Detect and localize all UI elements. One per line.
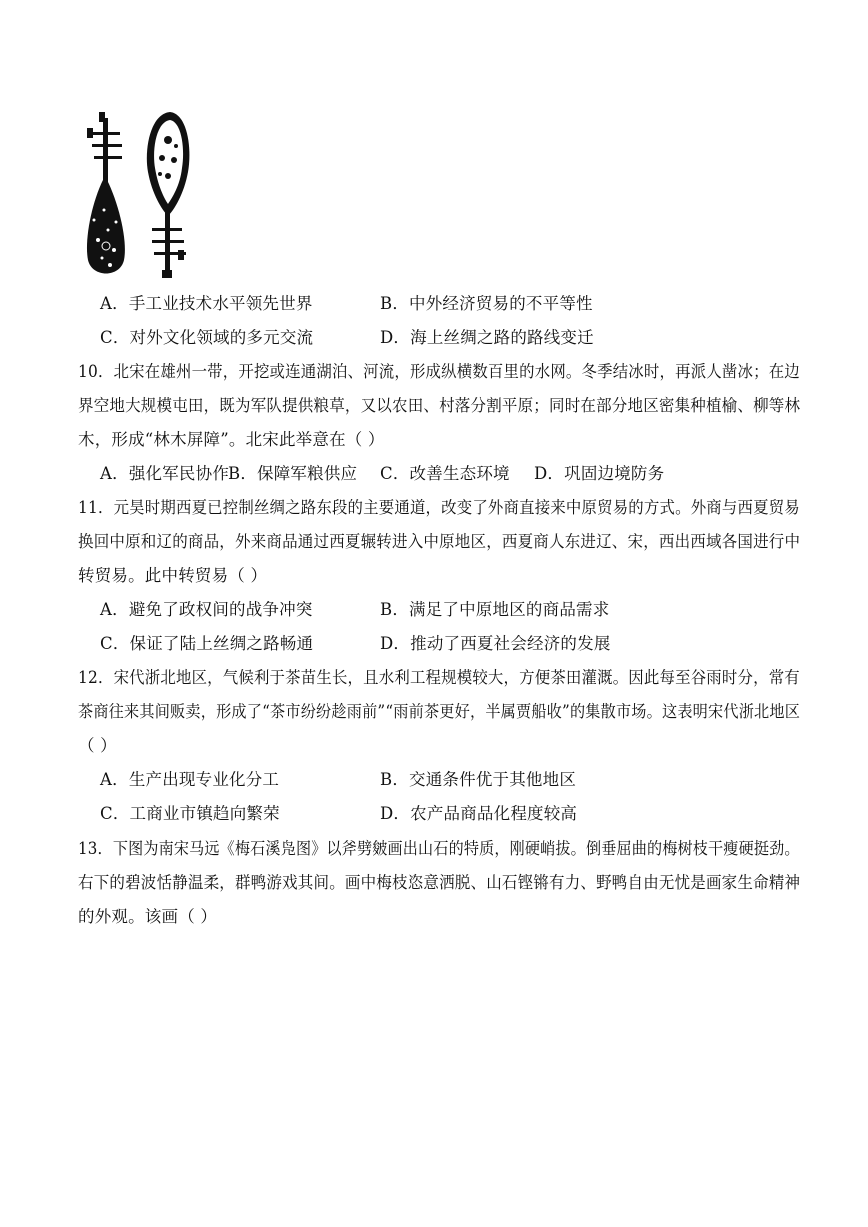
q9-option-c: C．对外文化领域的多元交流 <box>100 328 314 347</box>
q11-option-c: C．保证了陆上丝绸之路畅通 <box>100 634 314 653</box>
q9-option-b: B．中外经济贸易的不平等性 <box>380 294 593 313</box>
q9-option-d: D．海上丝绸之路的路线变迁 <box>380 328 594 347</box>
q11-option-a: A．避免了政权间的战争冲突 <box>100 600 313 619</box>
pipa-right-icon <box>147 112 190 278</box>
q10-option-b: B．保障军粮供应 <box>228 464 358 483</box>
q12-line-1: 12．宋代浙北地区，气候利于茶苗生长，且水利工程规模较大，方便茶田灌溉。因此每至谷雨时分，常有 <box>78 668 800 687</box>
q10-option-d: D．巩固边境防务 <box>534 464 665 483</box>
q11-option-b: B．满足了中原地区的商品需求 <box>380 600 610 619</box>
q11-line-2: 换回中原和辽的商品，外来商品通过西夏辗转进入中原地区，西夏商人东进辽、宋，西出西域各国进行中 <box>78 532 801 551</box>
pipa-left-icon <box>87 112 125 274</box>
q12-line-2: 茶商往来其间贩卖，形成了“茶市纷纷趁雨前”“雨前茶更好，半属贾船收”的集散市场。这表明宋代浙北地区 <box>78 702 801 721</box>
q11-option-d: D．推动了西夏社会经济的发展 <box>380 634 611 653</box>
pipa-lute-images <box>82 110 202 282</box>
q12-option-d: D．农产品商品化程度较高 <box>380 804 578 823</box>
q12-line-3: （ ） <box>78 736 117 755</box>
q13-line-1: 13．下图为南宋马远《梅石溪凫图》以斧劈皴画出山石的特质，刚硬峭拔。倒垂屈曲的梅树枝干瘦硬挺劲。 <box>78 839 800 858</box>
q10-option-c: C．改善生态环境 <box>380 464 510 483</box>
q10-line-1: 10．北宋在雄州一带，开挖或连通湖泊、河流，形成纵横数百里的水网。冬季结冰时，再派人凿冰；在边 <box>78 362 800 381</box>
q10-line-3: 木，形成“林木屏障”。北宋此举意在（ ） <box>78 430 385 449</box>
q12-option-c: C．工商业市镇趋向繁荣 <box>100 804 280 823</box>
q11-line-3: 转贸易。此中转贸易（ ） <box>78 566 268 585</box>
q10-option-a: A．强化军民协作 <box>100 464 230 483</box>
q13-line-2: 右下的碧波恬静温柔，群鸭游戏其间。画中梅枝恣意洒脱、山石铿锵有力、野鸭自由无忧是画家生命精神 <box>78 873 801 892</box>
q12-option-b: B．交通条件优于其他地区 <box>380 770 577 789</box>
q9-option-a: A．手工业技术水平领先世界 <box>100 294 313 313</box>
q11-line-1: 11．元昊时期西夏已控制丝绸之路东段的主要通道，改变了外商直接来中原贸易的方式。外商与西夏贸易 <box>78 498 800 517</box>
q13-line-3: 的外观。该画（ ） <box>78 907 218 926</box>
q10-line-2: 界空地大规模屯田，既为军队提供粮草，又以农田、村落分割平原；同时在部分地区密集种植榆、柳等林 <box>78 396 801 415</box>
q12-option-a: A．生产出现专业化分工 <box>100 770 280 789</box>
